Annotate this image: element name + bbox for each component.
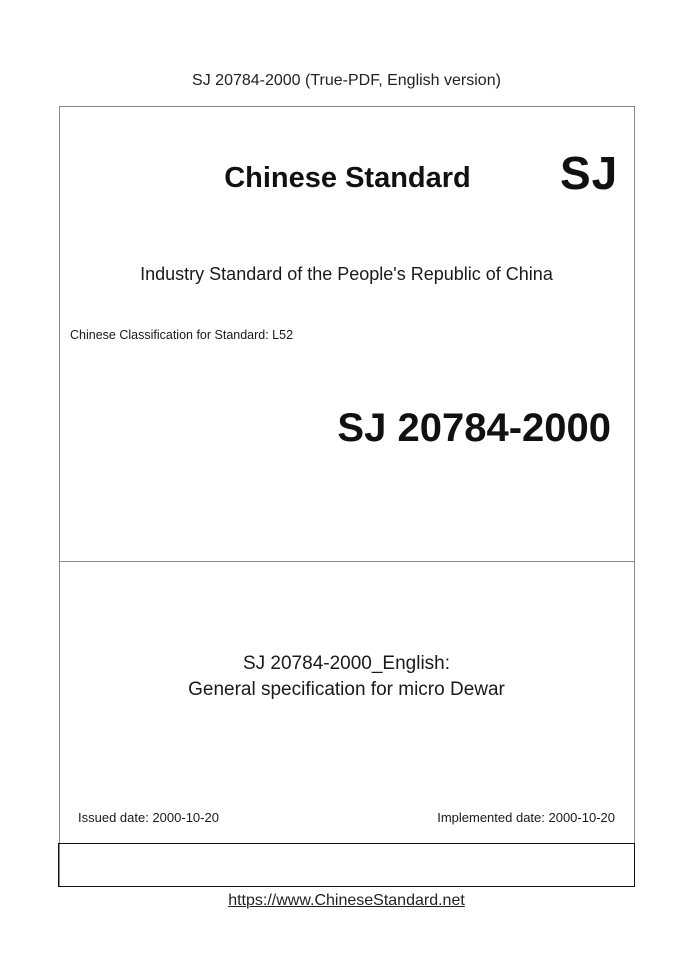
industry-standard-line: Industry Standard of the People's Republic of China [140,264,553,284]
site-link-container [0,892,693,910]
site-link[interactable]: https://www.ChineseStandard.net [228,892,465,909]
footer-box [58,843,635,887]
standard-number: SJ 20784-2000 [337,406,611,450]
standard-mark: SJ [560,147,619,199]
classification-line: Chinese Classification for Standard: L52 [70,328,294,342]
issued-date: Issued date: 2000-10-20 [78,810,219,825]
document-title-line-1: SJ 20784-2000_English: [242,653,451,674]
page-header: SJ 20784-2000 (True-PDF, English version) [192,72,501,89]
cover-divider [60,561,634,562]
implemented-date: Implemented date: 2000-10-20 [437,810,615,825]
cover-frame [59,106,635,887]
document-title-line-2: General specification for micro Dewar [188,679,505,700]
cover-title-text: Chinese Standard [224,162,471,194]
